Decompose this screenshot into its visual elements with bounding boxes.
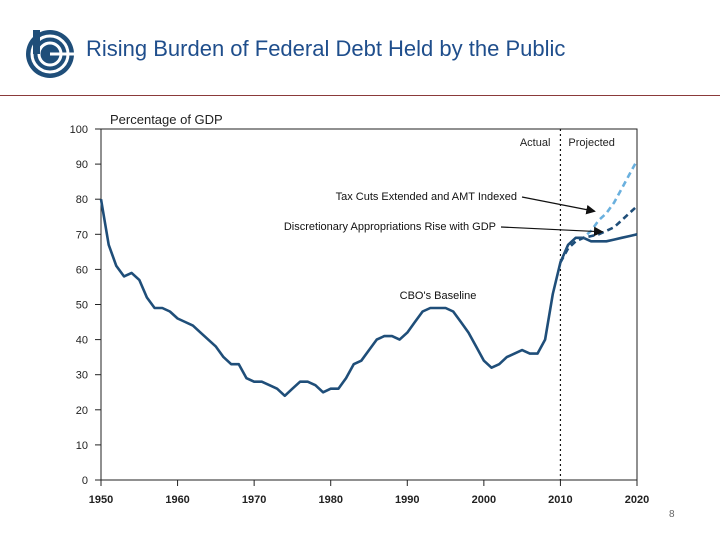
annotation-arrow [522,197,595,211]
discretionary-line [560,206,637,262]
x-tick-label: 1950 [88,494,114,506]
annotation-tax-cuts: Tax Cuts Extended and AMT Indexed [335,191,517,203]
x-tick-label: 2020 [624,494,650,506]
annotation-baseline: CBO's Baseline [399,290,477,302]
x-tick-label: 1980 [318,494,343,506]
x-tick-label: 2000 [471,494,497,506]
y-tick-label: 90 [75,159,88,172]
annotation-discretionary: Discretionary Appropriations Rise with GDP [283,221,496,233]
annotation-arrow [501,227,602,232]
y-tick-label: 0 [81,475,88,487]
y-axis-label: Percentage of GDP [110,112,223,127]
y-tick-label: 10 [75,439,88,452]
slide-title: Rising Burden of Federal Debt Held by the Public [86,36,566,61]
y-tick-label: 70 [75,229,88,242]
y-tick-label: 40 [75,334,88,347]
plot-frame [101,129,637,480]
y-tick-label: 50 [75,299,88,312]
y-tick-label: 60 [75,264,88,277]
tax-cuts-line [560,161,637,263]
y-tick-label: 100 [69,124,88,136]
x-tick-label: 1970 [241,494,267,506]
y-tick-label: 20 [75,404,88,417]
x-tick-label: 2010 [548,494,573,506]
page-number: 8 [669,509,675,520]
actual-label: Actual [519,137,551,149]
y-tick-label: 30 [75,369,88,382]
projected-label: Projected [568,137,615,149]
x-tick-label: 1960 [165,494,190,506]
x-tick-label: 1990 [395,494,420,506]
y-tick-label: 80 [75,194,88,207]
